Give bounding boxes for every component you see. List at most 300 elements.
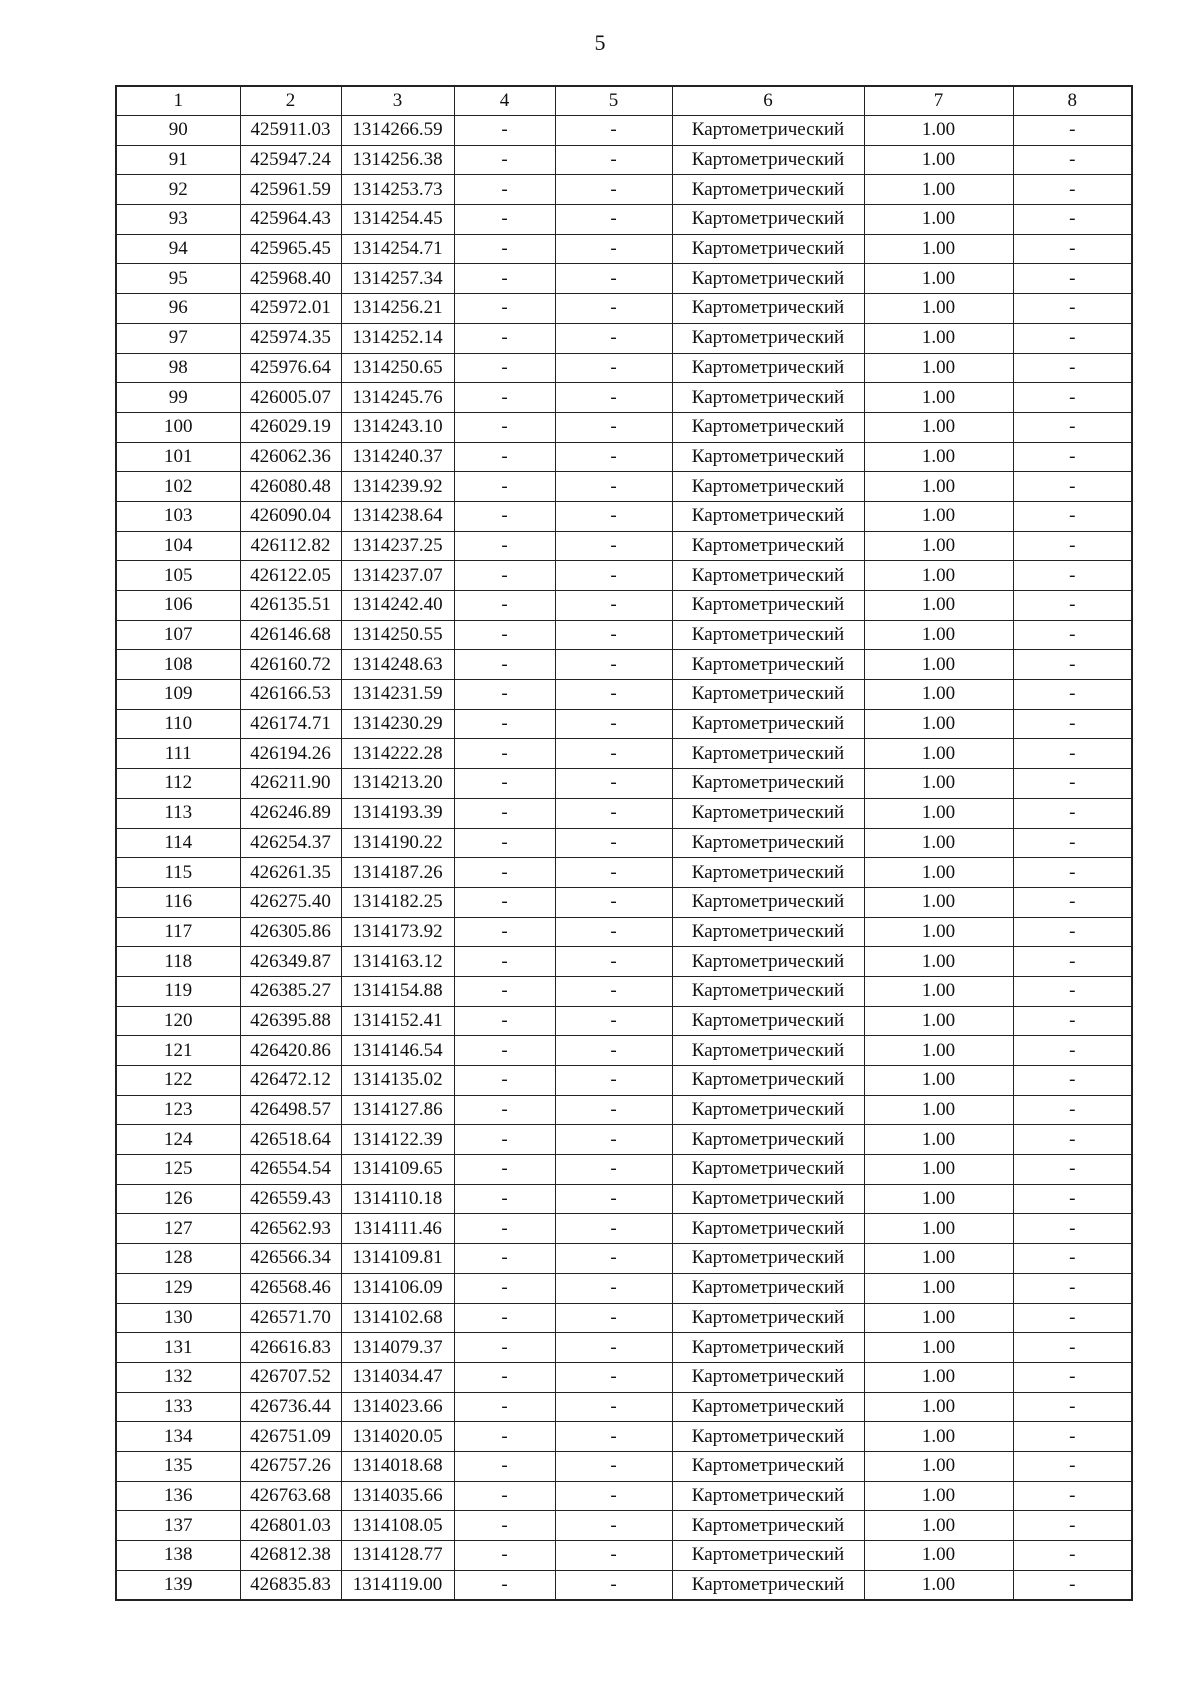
cell-col-5: -: [555, 828, 672, 858]
cell-point-number: 124: [116, 1125, 240, 1155]
cell-method: Картометрический: [672, 145, 864, 175]
table-row: [116, 1036, 1132, 1066]
cell-col-8: -: [1013, 412, 1132, 442]
column-header-7: 7: [864, 86, 1013, 116]
cell-col-8: -: [1013, 976, 1132, 1006]
cell-col-4: -: [454, 234, 555, 264]
cell-point-number: 94: [116, 234, 240, 264]
cell-accuracy: 1.00: [864, 531, 1013, 561]
cell-accuracy: 1.00: [864, 1244, 1013, 1274]
cell-col-5: -: [555, 1214, 672, 1244]
cell-y-coordinate: 1314257.34: [341, 264, 454, 294]
cell-method: Картометрический: [672, 175, 864, 205]
table-row: [116, 858, 1132, 888]
table-row: [116, 205, 1132, 235]
cell-y-coordinate: 1314127.86: [341, 1095, 454, 1125]
table-header-row: [116, 86, 1132, 116]
cell-col-8: -: [1013, 116, 1132, 146]
cell-method: Картометрический: [672, 116, 864, 146]
cell-x-coordinate: 426559.43: [240, 1184, 341, 1214]
cell-x-coordinate: 426090.04: [240, 501, 341, 531]
table-row: [116, 412, 1132, 442]
table-row: [116, 1066, 1132, 1096]
cell-x-coordinate: 426707.52: [240, 1362, 341, 1392]
cell-x-coordinate: 425976.64: [240, 353, 341, 383]
cell-x-coordinate: 426736.44: [240, 1392, 341, 1422]
column-header-8: 8: [1013, 86, 1132, 116]
cell-col-5: -: [555, 1095, 672, 1125]
cell-x-coordinate: 426554.54: [240, 1155, 341, 1185]
cell-col-8: -: [1013, 858, 1132, 888]
column-header-6: 6: [672, 86, 864, 116]
cell-col-5: -: [555, 1155, 672, 1185]
column-header-3: 3: [341, 86, 454, 116]
cell-col-8: -: [1013, 769, 1132, 799]
cell-col-8: -: [1013, 234, 1132, 264]
cell-y-coordinate: 1314079.37: [341, 1333, 454, 1363]
cell-y-coordinate: 1314242.40: [341, 591, 454, 621]
cell-col-5: -: [555, 709, 672, 739]
cell-col-4: -: [454, 1214, 555, 1244]
cell-col-8: -: [1013, 1333, 1132, 1363]
cell-accuracy: 1.00: [864, 116, 1013, 146]
cell-accuracy: 1.00: [864, 294, 1013, 324]
cell-col-5: -: [555, 1362, 672, 1392]
cell-point-number: 91: [116, 145, 240, 175]
cell-col-5: -: [555, 1184, 672, 1214]
cell-x-coordinate: 426246.89: [240, 798, 341, 828]
cell-y-coordinate: 1314256.21: [341, 294, 454, 324]
table-row: [116, 1570, 1132, 1600]
cell-x-coordinate: 425968.40: [240, 264, 341, 294]
cell-y-coordinate: 1314102.68: [341, 1303, 454, 1333]
cell-col-8: -: [1013, 1095, 1132, 1125]
table-row: [116, 1095, 1132, 1125]
cell-y-coordinate: 1314238.64: [341, 501, 454, 531]
cell-method: Картометрический: [672, 798, 864, 828]
cell-y-coordinate: 1314146.54: [341, 1036, 454, 1066]
cell-col-5: -: [555, 234, 672, 264]
table-row: [116, 798, 1132, 828]
cell-col-5: -: [555, 620, 672, 650]
cell-point-number: 103: [116, 501, 240, 531]
table-row: [116, 1244, 1132, 1274]
cell-col-8: -: [1013, 264, 1132, 294]
cell-accuracy: 1.00: [864, 175, 1013, 205]
cell-point-number: 116: [116, 887, 240, 917]
cell-col-5: -: [555, 680, 672, 710]
cell-method: Картометрический: [672, 976, 864, 1006]
cell-x-coordinate: 426305.86: [240, 917, 341, 947]
cell-col-4: -: [454, 442, 555, 472]
cell-accuracy: 1.00: [864, 1273, 1013, 1303]
cell-y-coordinate: 1314119.00: [341, 1570, 454, 1600]
table-row: [116, 650, 1132, 680]
cell-col-5: -: [555, 1570, 672, 1600]
cell-x-coordinate: 425911.03: [240, 116, 341, 146]
cell-x-coordinate: 425947.24: [240, 145, 341, 175]
cell-col-4: -: [454, 1095, 555, 1125]
cell-col-8: -: [1013, 205, 1132, 235]
cell-point-number: 129: [116, 1273, 240, 1303]
cell-col-8: -: [1013, 472, 1132, 502]
table-row: [116, 828, 1132, 858]
cell-point-number: 137: [116, 1511, 240, 1541]
cell-y-coordinate: 1314256.38: [341, 145, 454, 175]
cell-point-number: 123: [116, 1095, 240, 1125]
cell-col-8: -: [1013, 591, 1132, 621]
table-row: [116, 1184, 1132, 1214]
cell-col-8: -: [1013, 442, 1132, 472]
cell-col-4: -: [454, 412, 555, 442]
cell-x-coordinate: 426349.87: [240, 947, 341, 977]
cell-y-coordinate: 1314108.05: [341, 1511, 454, 1541]
cell-point-number: 135: [116, 1451, 240, 1481]
cell-col-8: -: [1013, 1036, 1132, 1066]
cell-accuracy: 1.00: [864, 1155, 1013, 1185]
cell-col-5: -: [555, 1036, 672, 1066]
cell-col-5: -: [555, 1066, 672, 1096]
table-row: [116, 591, 1132, 621]
cell-y-coordinate: 1314128.77: [341, 1541, 454, 1571]
cell-col-8: -: [1013, 1303, 1132, 1333]
cell-accuracy: 1.00: [864, 412, 1013, 442]
cell-col-5: -: [555, 976, 672, 1006]
table-row: [116, 472, 1132, 502]
cell-col-8: -: [1013, 917, 1132, 947]
cell-col-8: -: [1013, 1511, 1132, 1541]
cell-col-5: -: [555, 1422, 672, 1452]
cell-method: Картометрический: [672, 620, 864, 650]
cell-accuracy: 1.00: [864, 1541, 1013, 1571]
table-row: [116, 234, 1132, 264]
cell-y-coordinate: 1314230.29: [341, 709, 454, 739]
cell-point-number: 96: [116, 294, 240, 324]
cell-col-4: -: [454, 1125, 555, 1155]
cell-col-4: -: [454, 472, 555, 502]
cell-col-4: -: [454, 1184, 555, 1214]
cell-col-8: -: [1013, 145, 1132, 175]
cell-col-5: -: [555, 1333, 672, 1363]
cell-col-8: -: [1013, 1570, 1132, 1600]
table-row: [116, 1481, 1132, 1511]
cell-method: Картометрический: [672, 1066, 864, 1096]
cell-x-coordinate: 426562.93: [240, 1214, 341, 1244]
cell-col-4: -: [454, 323, 555, 353]
cell-point-number: 113: [116, 798, 240, 828]
table-row: [116, 976, 1132, 1006]
cell-y-coordinate: 1314231.59: [341, 680, 454, 710]
cell-method: Картометрический: [672, 1155, 864, 1185]
table-row: [116, 739, 1132, 769]
cell-x-coordinate: 426498.57: [240, 1095, 341, 1125]
cell-col-8: -: [1013, 1273, 1132, 1303]
cell-y-coordinate: 1314213.20: [341, 769, 454, 799]
table-row: [116, 264, 1132, 294]
cell-point-number: 90: [116, 116, 240, 146]
table-row: [116, 383, 1132, 413]
cell-point-number: 107: [116, 620, 240, 650]
cell-y-coordinate: 1314250.65: [341, 353, 454, 383]
cell-col-5: -: [555, 769, 672, 799]
cell-col-4: -: [454, 1570, 555, 1600]
cell-point-number: 128: [116, 1244, 240, 1274]
table-row: [116, 1422, 1132, 1452]
cell-y-coordinate: 1314034.47: [341, 1362, 454, 1392]
cell-accuracy: 1.00: [864, 1451, 1013, 1481]
cell-y-coordinate: 1314254.71: [341, 234, 454, 264]
cell-method: Картометрический: [672, 917, 864, 947]
cell-y-coordinate: 1314163.12: [341, 947, 454, 977]
cell-col-5: -: [555, 531, 672, 561]
cell-point-number: 122: [116, 1066, 240, 1096]
cell-accuracy: 1.00: [864, 1392, 1013, 1422]
cell-method: Картометрический: [672, 650, 864, 680]
cell-col-4: -: [454, 947, 555, 977]
cell-x-coordinate: 426135.51: [240, 591, 341, 621]
cell-x-coordinate: 425965.45: [240, 234, 341, 264]
cell-method: Картометрический: [672, 1541, 864, 1571]
cell-y-coordinate: 1314152.41: [341, 1006, 454, 1036]
cell-y-coordinate: 1314243.10: [341, 412, 454, 442]
cell-col-4: -: [454, 858, 555, 888]
cell-col-5: -: [555, 205, 672, 235]
cell-col-8: -: [1013, 680, 1132, 710]
cell-x-coordinate: 426835.83: [240, 1570, 341, 1600]
cell-x-coordinate: 426275.40: [240, 887, 341, 917]
cell-col-4: -: [454, 798, 555, 828]
cell-point-number: 132: [116, 1362, 240, 1392]
cell-x-coordinate: 426395.88: [240, 1006, 341, 1036]
cell-y-coordinate: 1314240.37: [341, 442, 454, 472]
cell-col-5: -: [555, 947, 672, 977]
cell-col-4: -: [454, 1244, 555, 1274]
cell-col-4: -: [454, 591, 555, 621]
cell-col-4: -: [454, 175, 555, 205]
cell-point-number: 102: [116, 472, 240, 502]
cell-col-5: -: [555, 1273, 672, 1303]
cell-method: Картометрический: [672, 709, 864, 739]
cell-accuracy: 1.00: [864, 561, 1013, 591]
cell-accuracy: 1.00: [864, 1303, 1013, 1333]
cell-accuracy: 1.00: [864, 769, 1013, 799]
cell-col-4: -: [454, 145, 555, 175]
cell-col-8: -: [1013, 1541, 1132, 1571]
cell-accuracy: 1.00: [864, 501, 1013, 531]
cell-x-coordinate: 426420.86: [240, 1036, 341, 1066]
cell-y-coordinate: 1314190.22: [341, 828, 454, 858]
cell-col-4: -: [454, 709, 555, 739]
cell-point-number: 101: [116, 442, 240, 472]
cell-accuracy: 1.00: [864, 887, 1013, 917]
table-row: [116, 1006, 1132, 1036]
cell-col-5: -: [555, 383, 672, 413]
cell-accuracy: 1.00: [864, 1362, 1013, 1392]
cell-col-4: -: [454, 264, 555, 294]
cell-x-coordinate: 425964.43: [240, 205, 341, 235]
cell-accuracy: 1.00: [864, 323, 1013, 353]
cell-method: Картометрический: [672, 1125, 864, 1155]
cell-col-8: -: [1013, 561, 1132, 591]
cell-col-8: -: [1013, 1362, 1132, 1392]
column-header-4: 4: [454, 86, 555, 116]
table-row: [116, 353, 1132, 383]
page-number: 5: [594, 30, 606, 55]
cell-col-5: -: [555, 1541, 672, 1571]
cell-accuracy: 1.00: [864, 1511, 1013, 1541]
cell-col-4: -: [454, 1422, 555, 1452]
table-row: [116, 709, 1132, 739]
cell-col-8: -: [1013, 798, 1132, 828]
cell-y-coordinate: 1314193.39: [341, 798, 454, 828]
cell-point-number: 117: [116, 917, 240, 947]
cell-col-4: -: [454, 561, 555, 591]
cell-col-4: -: [454, 205, 555, 235]
cell-col-8: -: [1013, 323, 1132, 353]
cell-col-8: -: [1013, 531, 1132, 561]
cell-method: Картометрический: [672, 1481, 864, 1511]
cell-point-number: 134: [116, 1422, 240, 1452]
cell-point-number: 99: [116, 383, 240, 413]
cell-x-coordinate: 426472.12: [240, 1066, 341, 1096]
cell-y-coordinate: 1314110.18: [341, 1184, 454, 1214]
cell-point-number: 95: [116, 264, 240, 294]
cell-point-number: 125: [116, 1155, 240, 1185]
cell-y-coordinate: 1314182.25: [341, 887, 454, 917]
cell-col-5: -: [555, 294, 672, 324]
cell-accuracy: 1.00: [864, 442, 1013, 472]
cell-x-coordinate: 426211.90: [240, 769, 341, 799]
table-row: [116, 145, 1132, 175]
cell-y-coordinate: 1314222.28: [341, 739, 454, 769]
cell-col-5: -: [555, 501, 672, 531]
cell-accuracy: 1.00: [864, 1006, 1013, 1036]
cell-accuracy: 1.00: [864, 1570, 1013, 1600]
cell-x-coordinate: 426757.26: [240, 1451, 341, 1481]
cell-col-4: -: [454, 1006, 555, 1036]
cell-method: Картометрический: [672, 561, 864, 591]
cell-col-8: -: [1013, 383, 1132, 413]
cell-accuracy: 1.00: [864, 145, 1013, 175]
cell-point-number: 138: [116, 1541, 240, 1571]
cell-y-coordinate: 1314237.25: [341, 531, 454, 561]
cell-accuracy: 1.00: [864, 1214, 1013, 1244]
cell-col-5: -: [555, 887, 672, 917]
cell-point-number: 119: [116, 976, 240, 1006]
cell-col-8: -: [1013, 1392, 1132, 1422]
cell-col-4: -: [454, 1451, 555, 1481]
cell-accuracy: 1.00: [864, 680, 1013, 710]
cell-method: Картометрический: [672, 1451, 864, 1481]
cell-y-coordinate: 1314250.55: [341, 620, 454, 650]
cell-col-4: -: [454, 1333, 555, 1363]
cell-col-5: -: [555, 561, 672, 591]
cell-col-4: -: [454, 116, 555, 146]
cell-col-5: -: [555, 1006, 672, 1036]
cell-point-number: 112: [116, 769, 240, 799]
cell-y-coordinate: 1314237.07: [341, 561, 454, 591]
cell-col-5: -: [555, 472, 672, 502]
cell-col-5: -: [555, 1392, 672, 1422]
table-row: [116, 1273, 1132, 1303]
cell-x-coordinate: 426166.53: [240, 680, 341, 710]
cell-accuracy: 1.00: [864, 709, 1013, 739]
cell-x-coordinate: 426062.36: [240, 442, 341, 472]
table-row: [116, 620, 1132, 650]
cell-y-coordinate: 1314254.45: [341, 205, 454, 235]
cell-method: Картометрический: [672, 531, 864, 561]
cell-col-5: -: [555, 798, 672, 828]
cell-point-number: 104: [116, 531, 240, 561]
cell-y-coordinate: 1314173.92: [341, 917, 454, 947]
cell-y-coordinate: 1314020.05: [341, 1422, 454, 1452]
cell-col-4: -: [454, 1155, 555, 1185]
table-row: [116, 769, 1132, 799]
table-row: [116, 116, 1132, 146]
cell-y-coordinate: 1314109.81: [341, 1244, 454, 1274]
cell-x-coordinate: 425974.35: [240, 323, 341, 353]
cell-point-number: 118: [116, 947, 240, 977]
cell-col-4: -: [454, 294, 555, 324]
cell-method: Картометрический: [672, 383, 864, 413]
cell-col-4: -: [454, 650, 555, 680]
cell-col-8: -: [1013, 175, 1132, 205]
cell-point-number: 105: [116, 561, 240, 591]
cell-y-coordinate: 1314266.59: [341, 116, 454, 146]
cell-col-8: -: [1013, 1422, 1132, 1452]
cell-y-coordinate: 1314018.68: [341, 1451, 454, 1481]
cell-point-number: 131: [116, 1333, 240, 1363]
cell-col-8: -: [1013, 294, 1132, 324]
cell-col-8: -: [1013, 501, 1132, 531]
cell-col-8: -: [1013, 709, 1132, 739]
cell-point-number: 97: [116, 323, 240, 353]
cell-method: Картометрический: [672, 1036, 864, 1066]
cell-y-coordinate: 1314154.88: [341, 976, 454, 1006]
table-row: [116, 680, 1132, 710]
cell-col-8: -: [1013, 887, 1132, 917]
cell-col-4: -: [454, 1273, 555, 1303]
cell-x-coordinate: 426160.72: [240, 650, 341, 680]
cell-method: Картометрический: [672, 294, 864, 324]
cell-x-coordinate: 426261.35: [240, 858, 341, 888]
cell-col-5: -: [555, 412, 672, 442]
cell-y-coordinate: 1314106.09: [341, 1273, 454, 1303]
cell-method: Картометрический: [672, 264, 864, 294]
cell-col-8: -: [1013, 739, 1132, 769]
table-row: [116, 531, 1132, 561]
cell-col-5: -: [555, 145, 672, 175]
cell-method: Картометрический: [672, 234, 864, 264]
table-row: [116, 887, 1132, 917]
cell-x-coordinate: 426029.19: [240, 412, 341, 442]
cell-col-5: -: [555, 1303, 672, 1333]
cell-accuracy: 1.00: [864, 858, 1013, 888]
cell-method: Картометрический: [672, 1362, 864, 1392]
cell-accuracy: 1.00: [864, 472, 1013, 502]
cell-x-coordinate: 426194.26: [240, 739, 341, 769]
cell-accuracy: 1.00: [864, 383, 1013, 413]
cell-col-4: -: [454, 739, 555, 769]
cell-point-number: 93: [116, 205, 240, 235]
cell-x-coordinate: 426518.64: [240, 1125, 341, 1155]
cell-x-coordinate: 426801.03: [240, 1511, 341, 1541]
cell-col-4: -: [454, 383, 555, 413]
cell-col-4: -: [454, 976, 555, 1006]
cell-accuracy: 1.00: [864, 264, 1013, 294]
cell-accuracy: 1.00: [864, 828, 1013, 858]
cell-accuracy: 1.00: [864, 1184, 1013, 1214]
